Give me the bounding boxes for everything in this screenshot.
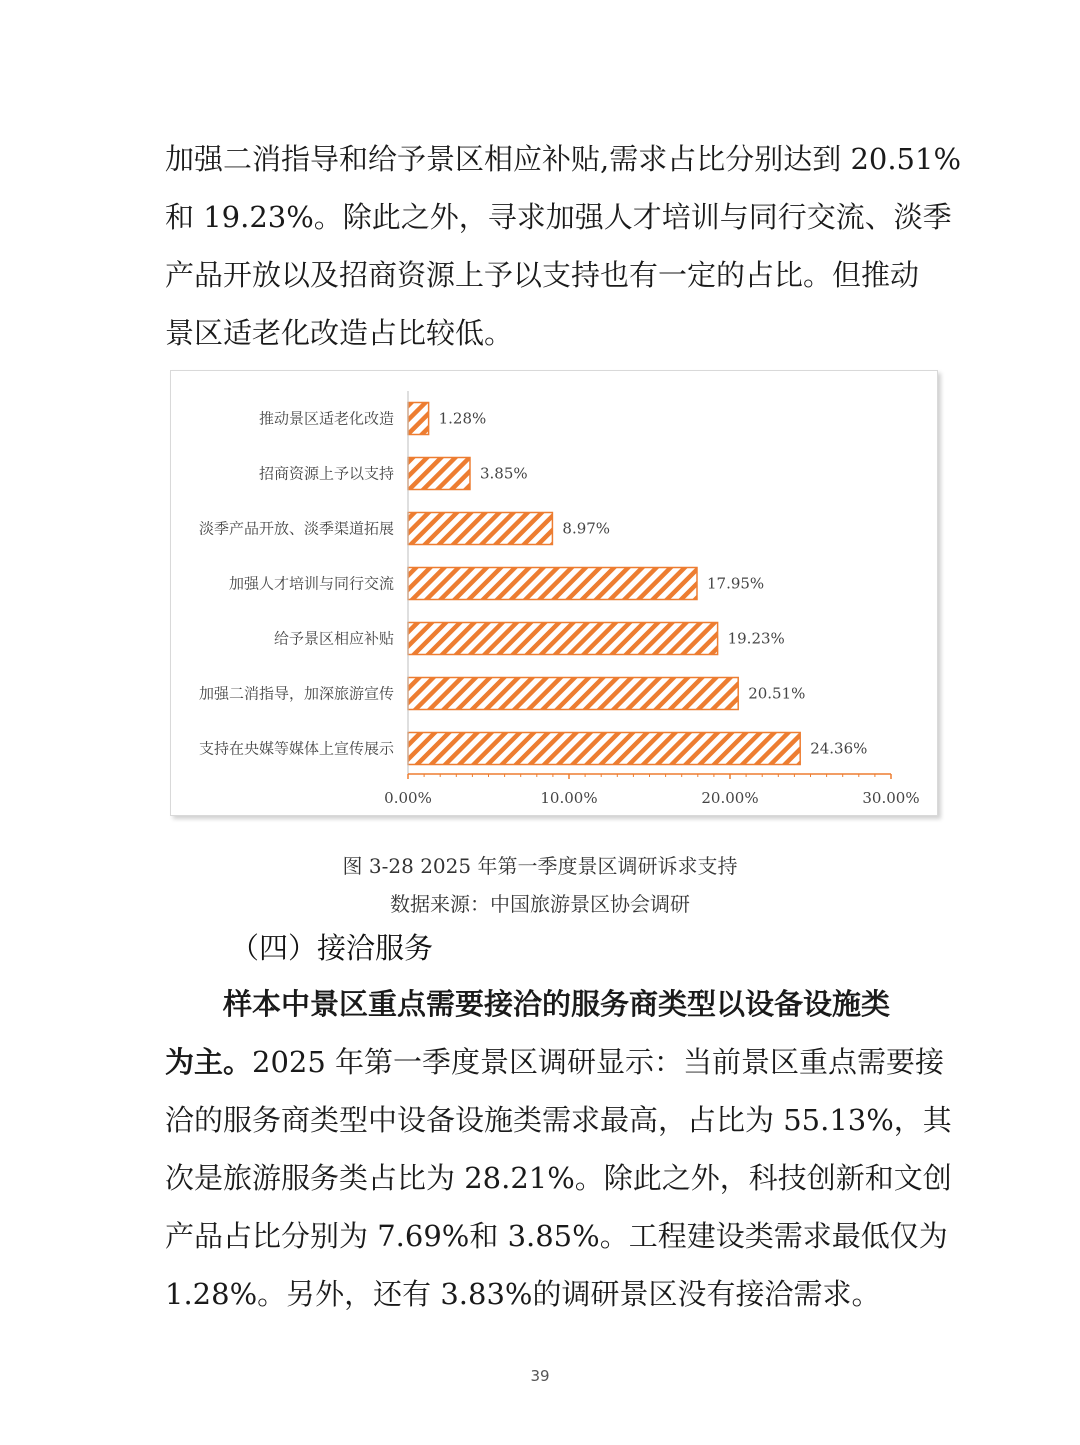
page-number: 39 xyxy=(530,1367,550,1385)
paragraph-line: 洽的服务商类型中设备设施类需求最高，占比为 55.13%，其 xyxy=(165,1103,952,1137)
paragraph-line xyxy=(165,1033,945,1091)
category-label: 加强人才培训与同行交流 xyxy=(228,574,394,593)
paragraph-line: 1.28%。另外，还有 3.83%的调研景区没有接洽需求。 xyxy=(165,1277,881,1311)
data-label: 19.23% xyxy=(727,629,785,648)
paragraph-line: 次是旅游服务类占比为 28.21%。除此之外，科技创新和文创 xyxy=(165,1161,952,1195)
paragraph-1 xyxy=(165,130,962,362)
category-label: 招商资源上予以支持 xyxy=(258,464,394,483)
bold-text: 样本中景区重点需要接洽的服务商类型以设备设施类 xyxy=(223,987,891,1021)
data-label: 1.28% xyxy=(438,409,487,428)
data-label: 24.36% xyxy=(810,739,868,758)
category-label: 支持在央媒等媒体上宣传展示 xyxy=(198,739,394,758)
bold-text: 为主。 xyxy=(165,1045,253,1079)
bar xyxy=(408,458,470,490)
figure-source: 数据来源：中国旅游景区协会调研 xyxy=(390,892,690,916)
paragraph-line xyxy=(165,975,945,1033)
paragraph-line: 和 19.23%。除此之外，寻求加强人才培训与同行交流、淡季 xyxy=(165,200,952,234)
paragraph-text: 2025 年第一季度景区调研显示：当前景区重点需要接 xyxy=(252,1045,945,1079)
section-heading: （四）接洽服务 xyxy=(230,931,434,965)
category-label: 淡季产品开放、淡季渠道拓展 xyxy=(198,519,394,538)
figure-caption: 图 3-28 2025 年第一季度景区调研诉求支持 xyxy=(342,854,738,878)
data-label: 17.95% xyxy=(706,574,765,593)
category-label: 推动景区适老化改造 xyxy=(258,409,394,428)
data-label: 3.85% xyxy=(479,464,528,483)
category-label: 加强二消指导，加深旅游宣传 xyxy=(198,684,394,703)
x-tick-label: 30.00% xyxy=(862,789,920,807)
bar xyxy=(408,623,718,655)
paragraph-line: 景区适老化改造占比较低。 xyxy=(165,316,514,350)
x-tick-label: 10.00% xyxy=(540,789,598,807)
bar xyxy=(408,678,738,710)
x-tick-label: 20.00% xyxy=(701,789,759,807)
bar-chart xyxy=(170,370,938,816)
paragraph-2 xyxy=(165,975,952,1323)
bar xyxy=(408,403,429,435)
bar xyxy=(408,733,800,765)
bar xyxy=(408,568,697,600)
bar-chart-svg xyxy=(171,371,937,815)
x-tick-label: 0.00% xyxy=(384,789,432,807)
data-label: 20.51% xyxy=(748,684,806,703)
paragraph-line: 加强二消指导和给予景区相应补贴,需求占比分别达到 20.51% xyxy=(165,142,962,176)
category-label: 给予景区相应补贴 xyxy=(273,629,394,648)
paragraph-line: 产品占比分别为 7.69%和 3.85%。工程建设类需求最低仅为 xyxy=(165,1219,948,1253)
bar xyxy=(408,513,552,545)
data-label: 8.97% xyxy=(562,519,611,538)
paragraph-line: 产品开放以及招商资源上予以支持也有一定的占比。但推动 xyxy=(165,258,920,292)
